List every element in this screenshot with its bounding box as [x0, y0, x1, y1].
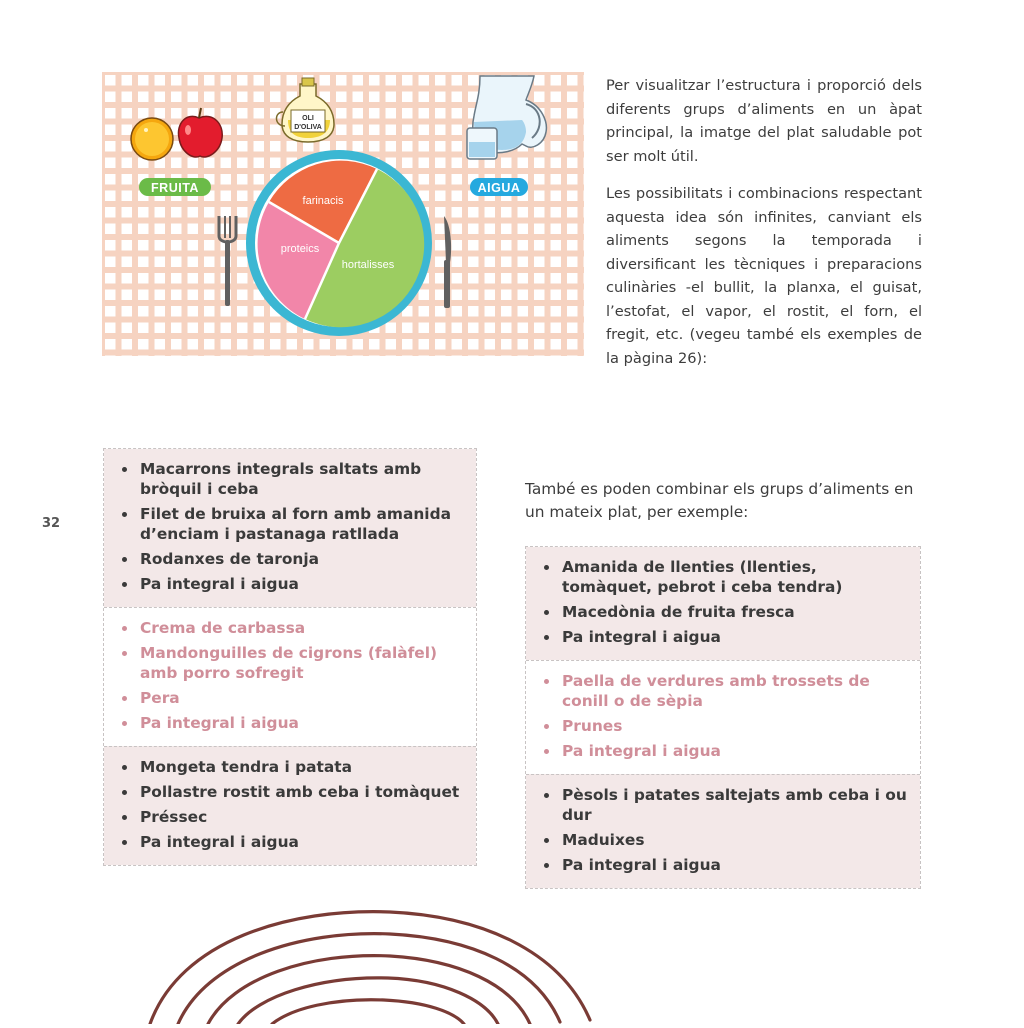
- menu-block: [104, 746, 476, 865]
- intro-paragraph-2: Les possibilitats i combinacions respectant aquesta idea són infinites, canviant els aliments segons la temporada i diversificant les tècniques i preparacions culinàries -el bullit, la planxa, el guisat, l’estofat, el vapor, el rostit, el forn, el fregit, etc. (vegeu també els exemples de la pàgina 26):: [606, 185, 922, 367]
- intro-text: [606, 74, 922, 384]
- menu-block: [526, 774, 920, 888]
- aigua-label: AIGUA: [477, 181, 521, 195]
- healthy-plate-illustration: [102, 72, 584, 356]
- list-item: Préssec: [116, 807, 466, 827]
- plate: [246, 150, 432, 336]
- combination-intro-text: També es poden combinar els grups d’aliments en un mateix plat, per exemple:: [525, 480, 914, 521]
- list-item: Filet de bruixa al forn amb amanida d’enciam i pastanaga ratllada: [116, 504, 466, 544]
- menu-block: [104, 449, 476, 607]
- proteics-label: proteics: [280, 243, 320, 255]
- list-item: Crema de carbassa: [116, 618, 466, 638]
- list-item: Pollastre rostit amb ceba i tomàquet: [116, 782, 466, 802]
- list-item: Pa integral i aigua: [116, 832, 466, 852]
- list-item: Pa integral i aigua: [538, 741, 910, 761]
- orange-icon: [131, 118, 173, 160]
- list-item: Mongeta tendra i patata: [116, 757, 466, 777]
- list-item: Prunes: [538, 716, 910, 736]
- fruita-label: FRUITA: [151, 181, 199, 195]
- list-item: Maduixes: [538, 830, 910, 850]
- decorative-swirl: [120, 900, 620, 1028]
- menu-block: [526, 660, 920, 774]
- list-item: Macarrons integrals saltats amb bròquil i ceba: [116, 459, 466, 499]
- page-number: 32: [42, 516, 61, 531]
- list-item: Paella de verdures amb trossets de conill o de sèpia: [538, 671, 910, 711]
- menu-block: [526, 547, 920, 660]
- list-item: Pera: [116, 688, 466, 708]
- list-item: Pa integral i aigua: [538, 855, 910, 875]
- right-menu-examples: [525, 546, 921, 889]
- list-item: Pa integral i aigua: [116, 713, 466, 733]
- list-item: Amanida de llenties (llenties, tomàquet, pebrot i ceba tendra): [538, 557, 910, 597]
- list-item: Pa integral i aigua: [116, 574, 466, 594]
- list-item: Macedònia de fruita fresca: [538, 602, 910, 622]
- list-item: Pèsols i patates saltejats amb ceba i ou dur: [538, 785, 910, 825]
- left-menu-examples: [103, 448, 477, 866]
- oil-label-line1: OLI: [302, 115, 314, 122]
- farinacis-label: farinacis: [302, 195, 344, 207]
- oil-label-line2: D'OLIVA: [294, 124, 322, 131]
- menu-block: [104, 607, 476, 746]
- hortalisses-label: hortalisses: [341, 259, 395, 271]
- list-item: Rodanxes de taronja: [116, 549, 466, 569]
- list-item: Pa integral i aigua: [538, 627, 910, 647]
- intro-paragraph-1: Per visualitzar l’estructura i proporció dels diferents grups d’aliments en un àpat principal, la imatge del plat saludable pot ser molt útil.: [606, 77, 922, 165]
- list-item: Mandonguilles de cigrons (falàfel) amb porro sofregit: [116, 643, 466, 683]
- water-glass-icon: [467, 128, 497, 159]
